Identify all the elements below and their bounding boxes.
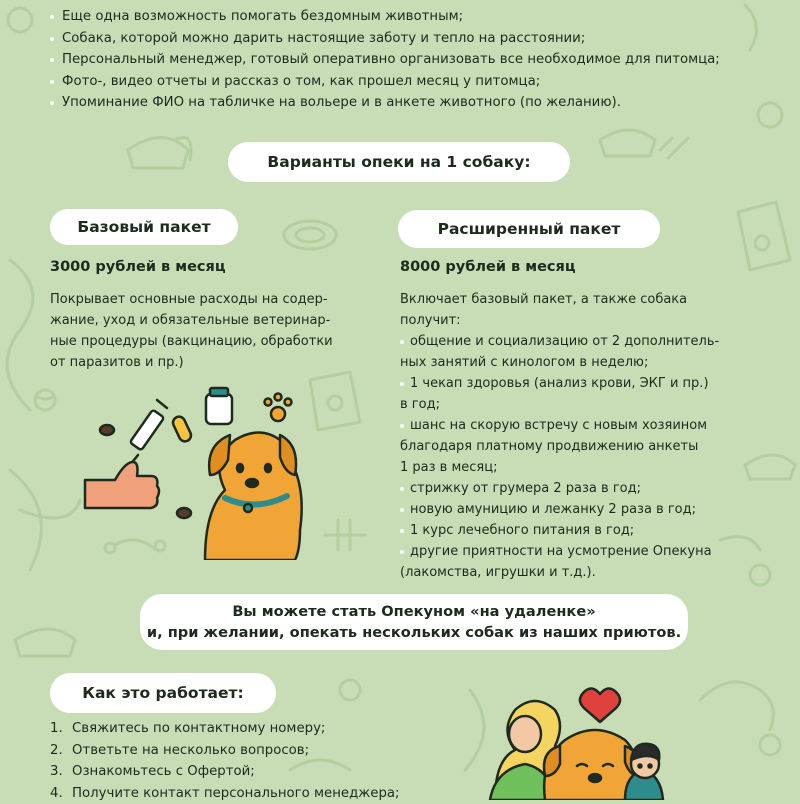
dog-vet-illustration: [80, 380, 320, 560]
extended-bullet-line: [400, 478, 790, 499]
line-text: ных занятий с кинологом в неделю;: [400, 355, 648, 370]
line-text: в год;: [400, 397, 440, 412]
line-text: (лакомства, игрушки и т.д.).: [400, 565, 596, 580]
variants-heading: Варианты опеки на 1 собаку:: [228, 142, 570, 182]
benefits-list: [48, 6, 788, 114]
capsule-icon: [171, 415, 193, 444]
extended-text-line: [400, 562, 790, 583]
step-number: 3.: [50, 761, 72, 783]
line-text: шанс на скорую встречу с новым хозяином: [410, 418, 707, 433]
extended-bullet-line: [400, 499, 790, 520]
step-item: [50, 718, 400, 740]
bullet-dot: [400, 508, 404, 512]
pill-icon: [100, 425, 114, 435]
line-text: 1 курс лечебного питания в год;: [410, 523, 634, 538]
line-text: стрижку от грумера 2 раза в год;: [410, 481, 641, 496]
extended-text-line: [400, 394, 790, 415]
remote-line-2: и, при желании, опекать нескольких собак из наших приютов.: [147, 622, 681, 643]
bullet-dot: [400, 382, 404, 386]
line-text: Включает базовый пакет, а также собака: [400, 292, 687, 307]
syringe-icon: [130, 400, 167, 465]
step-number: 4.: [50, 783, 72, 804]
extended-package-title: Расширенный пакет: [398, 210, 660, 248]
line-text: 1 чекап здоровья (анализ крови, ЭКГ и пр.): [410, 376, 709, 391]
family-dog-illustration: [485, 686, 685, 800]
extended-package-description: [400, 289, 790, 583]
bullet-dot: [400, 424, 404, 428]
line-text: 1 раз в месяц;: [400, 460, 497, 475]
step-text: Ознакомьтесь с Офертой;: [72, 764, 255, 779]
description-line: жание, уход и обязательные ветеринар-: [50, 310, 370, 331]
benefit-item: Собака, которой можно дарить настоящие заботу и тепло на расстоянии;: [48, 28, 788, 50]
thumbs-up-icon: [85, 462, 159, 508]
benefit-item: Упоминание ФИО на табличке на вольере и в анкете животного (по желанию).: [48, 92, 788, 114]
basic-package-description: [50, 289, 370, 373]
heart-icon: [580, 688, 620, 722]
bullet-dot: [400, 340, 404, 344]
description-line: Покрывает основные расходы на содер-: [50, 289, 370, 310]
how-it-works-heading: Как это работает:: [50, 673, 276, 713]
step-text: Свяжитесь по контактному номеру;: [72, 721, 325, 736]
basic-package-price: 3000 рублей в месяц: [50, 259, 226, 275]
pill-icon: [177, 508, 191, 518]
step-number: 2.: [50, 740, 72, 762]
benefit-item: Еще одна возможность помогать бездомным животным;: [48, 6, 788, 28]
step-item: [50, 783, 400, 804]
line-text: общение и социализацию от 2 дополнитель-: [410, 334, 719, 349]
description-line: от паразитов и пр.): [50, 352, 370, 373]
extended-text-line: [400, 457, 790, 478]
extended-text-line: [400, 352, 790, 373]
extended-bullet-line: [400, 520, 790, 541]
bullet-dot: [400, 487, 404, 491]
extended-bullet-line: [400, 331, 790, 352]
bullet-dot: [400, 550, 404, 554]
extended-bullet-line: [400, 541, 790, 562]
step-number: 1.: [50, 718, 72, 740]
extended-text-line: [400, 310, 790, 331]
extended-text-line: [400, 289, 790, 310]
extended-text-line: [400, 436, 790, 457]
line-text: новую амуницию и лежанку 2 раза в год;: [410, 502, 696, 517]
line-text: получит:: [400, 313, 461, 328]
extended-package-price: 8000 рублей в месяц: [400, 259, 576, 275]
line-text: другие приятности на усмотрение Опекуна: [410, 544, 712, 559]
benefit-item: Персональный менеджер, готовый оперативно организовать все необходимое для питомца;: [48, 49, 788, 71]
remote-line-1: Вы можете стать Опекуном «на удаленке»: [232, 601, 595, 622]
benefit-item: Фото-, видео отчеты и рассказ о том, как прошел месяц у питомца;: [48, 71, 788, 93]
pill-bottle-icon: [206, 388, 232, 424]
step-text: Ответьте на несколько вопросов;: [72, 743, 309, 758]
line-text: благодаря платному продвижению анкеты: [400, 439, 698, 454]
dog-icon: [205, 433, 302, 561]
remote-guardian-banner: [140, 594, 688, 650]
step-item: [50, 740, 400, 762]
basic-package-title: Базовый пакет: [50, 209, 238, 245]
step-text: Получите контакт персонального менеджера;: [72, 786, 400, 801]
description-line: ные процедуры (вакцинацию, обработки: [50, 331, 370, 352]
extended-bullet-line: [400, 415, 790, 436]
paw-print-icon: [265, 394, 292, 422]
step-item: [50, 761, 400, 783]
bullet-dot: [400, 529, 404, 533]
extended-bullet-line: [400, 373, 790, 394]
how-it-works-steps: [50, 718, 400, 804]
